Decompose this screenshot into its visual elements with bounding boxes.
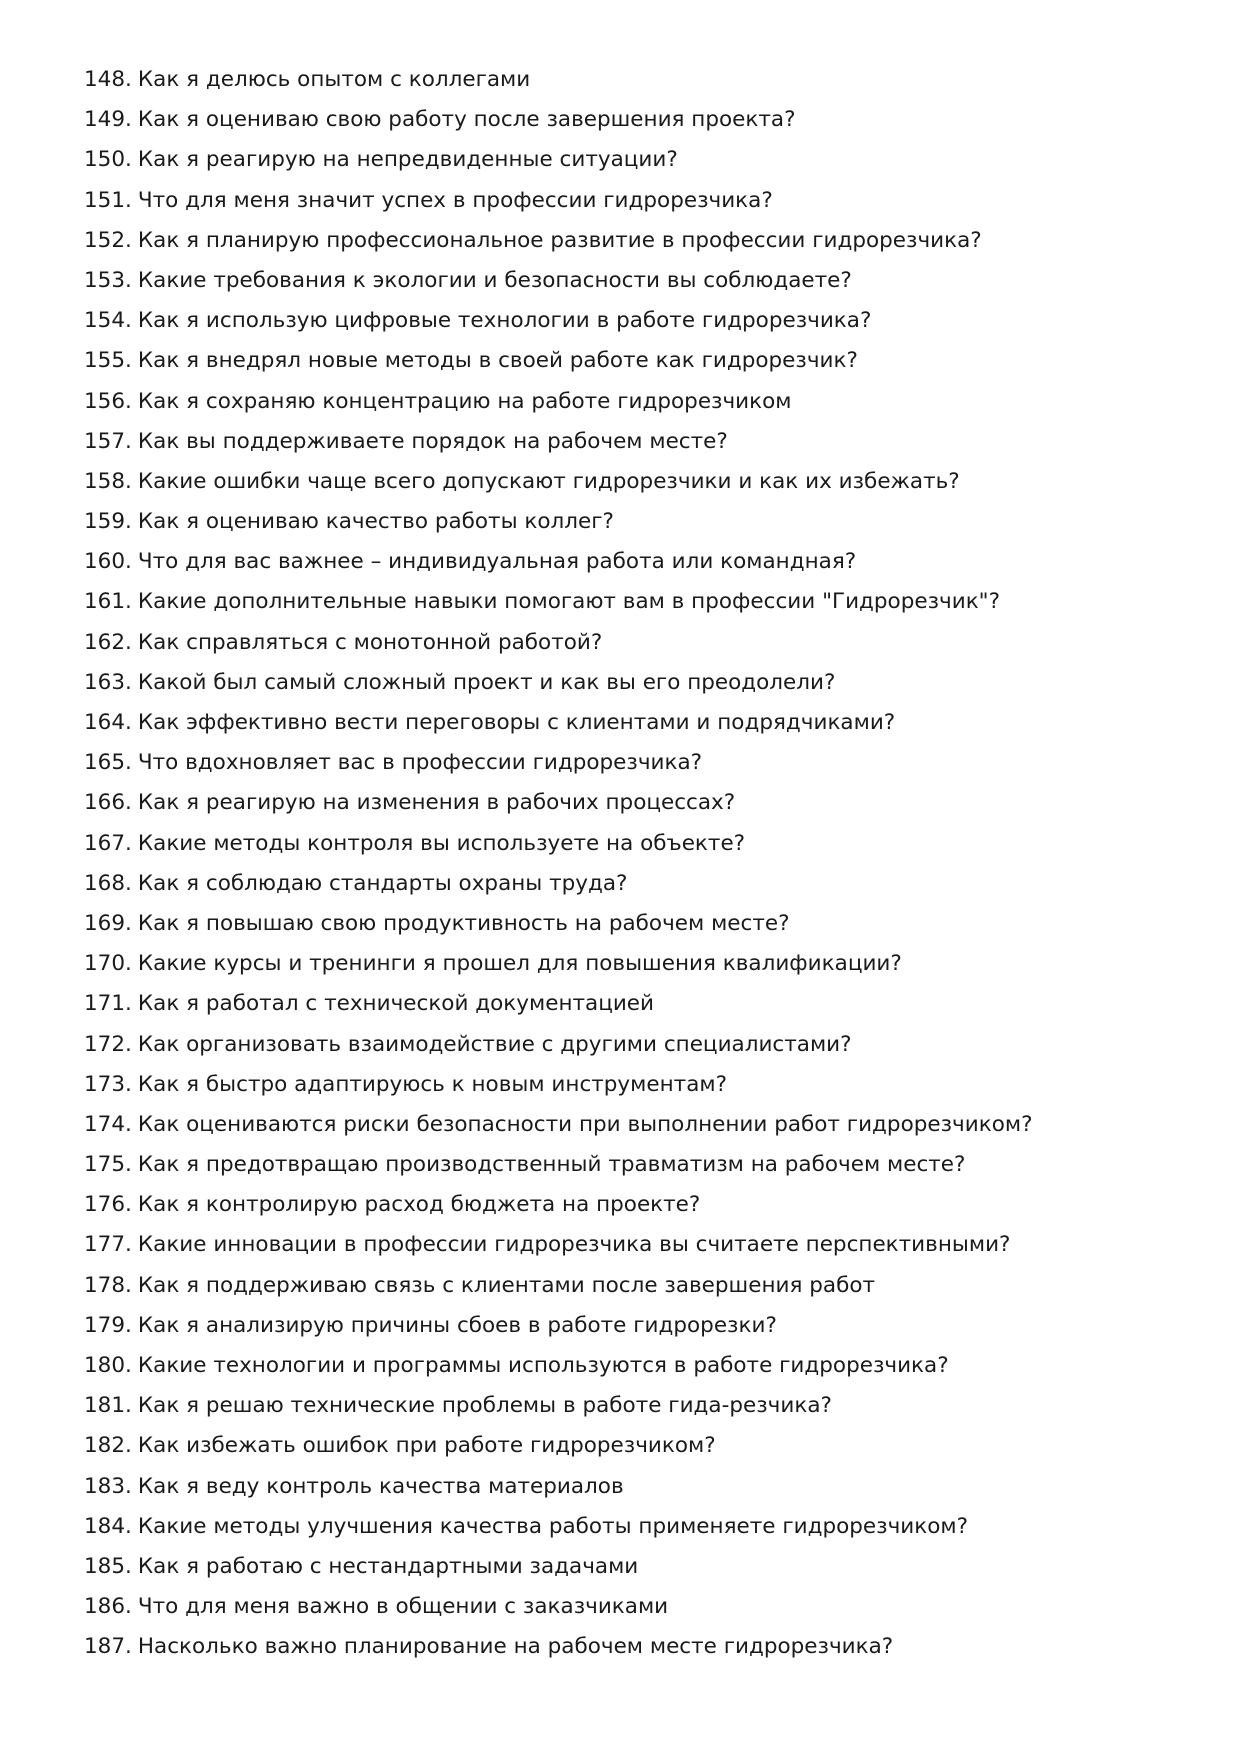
question-item <box>84 181 1184 221</box>
question-text: Как оцениваются риски безопасности при выполнении работ гидрорезчиком? <box>137 1111 1033 1137</box>
question-text: Как я анализирую причины сбоев в работе гидрорезки? <box>137 1312 777 1338</box>
question-text: Как я использую цифровые технологии в работе гидрорезчика? <box>137 308 872 334</box>
question-text: Как я работал с технической документацией <box>137 991 655 1017</box>
question-text: Как я решаю технические проблемы в работе гида-резчика? <box>137 1393 832 1419</box>
question-list <box>84 60 1184 1668</box>
question-item <box>84 944 1184 984</box>
question-text: Какие технологии и программы используются в работе гидрорезчика? <box>137 1353 949 1378</box>
question-item <box>84 623 1184 663</box>
question-text: Как я предотвращаю производственный травматизм на рабочем месте? <box>137 1152 966 1178</box>
question-item <box>84 1225 1184 1265</box>
question-item <box>84 1386 1184 1426</box>
question-text: Как я внедрял новые методы в своей работе как гидрорезчик? <box>137 348 858 374</box>
question-text: Какие инновации в профессии гидрорезчика вы считаете перспективными? <box>137 1232 1011 1258</box>
question-number: 166. <box>84 790 132 816</box>
question-text: Какие курсы и тренинги я прошел для повышения квалификации? <box>137 951 902 977</box>
question-number: 184. <box>84 1513 132 1539</box>
question-number: 169. <box>84 910 132 936</box>
question-number: 158. <box>84 468 132 494</box>
question-number: 170. <box>84 951 132 977</box>
question-item <box>84 341 1184 381</box>
question-item <box>84 864 1184 904</box>
question-item <box>84 1185 1184 1225</box>
question-number: 157. <box>84 428 132 454</box>
question-number: 175. <box>84 1152 132 1178</box>
question-text: Как я планирую профессиональное развитие в профессии гидрорезчика? <box>137 227 982 253</box>
question-text: Какие требования к экологии и безопасности вы соблюдаете? <box>137 267 852 293</box>
question-number: 161. <box>84 589 132 615</box>
question-number: 177. <box>84 1232 132 1258</box>
question-number: 183. <box>84 1473 132 1499</box>
question-item <box>84 1065 1184 1105</box>
question-text: Как я работаю с нестандартными задачами <box>137 1553 639 1579</box>
question-text: Как я реагирую на изменения в рабочих процессах? <box>137 790 736 816</box>
question-item <box>84 301 1184 341</box>
question-number: 168. <box>84 870 132 896</box>
question-text: Как я делюсь опытом с коллегами <box>137 67 531 92</box>
question-item <box>84 1346 1184 1386</box>
question-number: 179. <box>84 1312 132 1338</box>
question-item <box>84 824 1184 864</box>
question-item <box>84 663 1184 703</box>
question-item <box>84 221 1184 261</box>
question-number: 171. <box>84 991 132 1017</box>
question-number: 187. <box>84 1634 132 1660</box>
question-number: 148. <box>84 67 132 92</box>
question-number: 182. <box>84 1433 132 1459</box>
question-text: Какой был самый сложный проект и как вы его преодолели? <box>137 669 836 695</box>
question-item <box>84 422 1184 462</box>
question-item <box>84 1266 1184 1306</box>
question-number: 167. <box>84 830 132 856</box>
question-text: Что для меня значит успех в профессии гидрорезчика? <box>137 187 773 213</box>
question-number: 186. <box>84 1594 132 1620</box>
question-item <box>84 542 1184 582</box>
question-text: Насколько важно планирование на рабочем месте гидрорезчика? <box>137 1634 894 1660</box>
question-text: Как я оцениваю свою работу после завершения проекта? <box>137 107 796 133</box>
question-item <box>84 703 1184 743</box>
question-text: Как я поддерживаю связь с клиентами после завершения работ <box>137 1272 876 1298</box>
question-item <box>84 1105 1184 1145</box>
question-number: 165. <box>84 750 132 776</box>
question-text: Как я повышаю свою продуктивность на рабочем месте? <box>137 910 790 936</box>
question-number: 164. <box>84 710 132 735</box>
question-number: 181. <box>84 1393 132 1419</box>
question-text: Какие ошибки чаще всего допускают гидрорезчики и как их избежать? <box>137 468 960 494</box>
question-item <box>84 1467 1184 1507</box>
question-text: Как организовать взаимодействие с другими специалистами? <box>137 1031 852 1057</box>
question-text: Какие методы контроля вы используете на объекте? <box>137 830 746 856</box>
question-text: Как избежать ошибок при работе гидрорезчиком? <box>137 1433 716 1459</box>
question-item <box>84 1507 1184 1547</box>
question-number: 173. <box>84 1071 132 1097</box>
question-number: 155. <box>84 348 132 374</box>
question-text: Что вдохновляет вас в профессии гидрорезчика? <box>137 750 703 776</box>
question-number: 185. <box>84 1553 132 1579</box>
question-number: 174. <box>84 1111 132 1137</box>
question-text: Как я оцениваю качество работы коллег? <box>137 509 614 535</box>
question-item <box>84 100 1184 140</box>
question-text: Как вы поддерживаете порядок на рабочем месте? <box>137 428 728 454</box>
question-number: 152. <box>84 227 132 253</box>
question-text: Какие дополнительные навыки помогают вам в профессии "Гидрорезчик"? <box>137 589 1000 615</box>
question-number: 153. <box>84 267 132 293</box>
question-number: 178. <box>84 1272 132 1298</box>
question-item <box>84 1025 1184 1065</box>
question-item <box>84 1627 1184 1667</box>
question-text: Какие методы улучшения качества работы применяете гидрорезчиком? <box>137 1513 969 1539</box>
question-number: 159. <box>84 509 132 535</box>
question-item <box>84 140 1184 180</box>
question-item <box>84 382 1184 422</box>
question-number: 156. <box>84 388 132 414</box>
question-text: Как я веду контроль качества материалов <box>137 1473 624 1499</box>
question-text: Как справляться с монотонной работой? <box>137 629 603 655</box>
question-item <box>84 462 1184 502</box>
question-text: Как я контролирую расход бюджета на проекте? <box>137 1192 701 1218</box>
question-item <box>84 1426 1184 1466</box>
question-item <box>84 904 1184 944</box>
question-number: 160. <box>84 549 132 575</box>
question-text: Как я сохраняю концентрацию на работе гидрорезчиком <box>137 388 792 414</box>
question-number: 180. <box>84 1353 132 1378</box>
question-item <box>84 984 1184 1024</box>
document-page <box>84 60 1184 1668</box>
question-number: 151. <box>84 187 132 213</box>
question-item <box>84 1587 1184 1627</box>
question-text: Что для меня важно в общении с заказчиками <box>137 1594 669 1620</box>
question-item <box>84 1547 1184 1587</box>
question-number: 162. <box>84 629 132 655</box>
question-item <box>84 743 1184 783</box>
question-number: 154. <box>84 308 132 334</box>
question-text: Что для вас важнее – индивидуальная работа или командная? <box>137 549 857 575</box>
question-item <box>84 502 1184 542</box>
question-text: Как я реагирую на непредвиденные ситуации? <box>137 147 678 173</box>
question-number: 172. <box>84 1031 132 1057</box>
question-item <box>84 783 1184 823</box>
question-item <box>84 1145 1184 1185</box>
question-text: Как эффективно вести переговоры с клиентами и подрядчиками? <box>137 710 896 735</box>
question-number: 176. <box>84 1192 132 1218</box>
question-text: Как я быстро адаптируюсь к новым инструментам? <box>137 1071 727 1097</box>
question-item <box>84 582 1184 622</box>
question-number: 163. <box>84 669 132 695</box>
question-item <box>84 60 1184 100</box>
question-number: 149. <box>84 107 132 133</box>
question-item <box>84 261 1184 301</box>
question-text: Как я соблюдаю стандарты охраны труда? <box>137 870 628 896</box>
question-item <box>84 1306 1184 1346</box>
question-number: 150. <box>84 147 132 173</box>
